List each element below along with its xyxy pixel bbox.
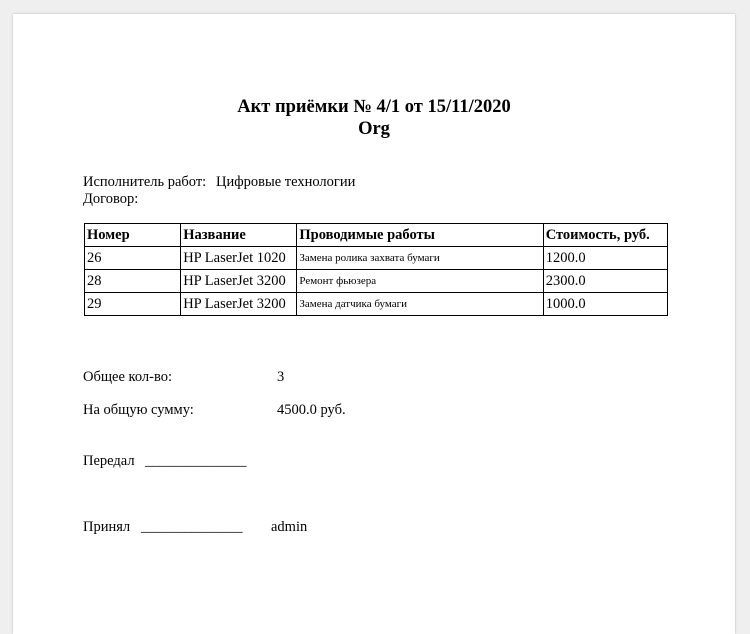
- cell-cost: 1000.0: [543, 293, 667, 316]
- total-count-label: Общее кол-во:: [83, 369, 172, 385]
- cell-number: 26: [85, 247, 181, 270]
- cell-name: HP LaserJet 1020: [181, 247, 297, 270]
- accepted-name: admin: [271, 519, 308, 535]
- table-row: [85, 247, 668, 270]
- document-title: Акт приёмки № 4/1 от 15/11/2020: [237, 97, 511, 117]
- accepted-label: Принял: [83, 519, 131, 535]
- handed-signature-line: ______________: [145, 453, 247, 469]
- contract-label: Договор:: [83, 191, 139, 207]
- column-header-number: Номер: [85, 224, 181, 247]
- total-sum-value: 4500.0 руб.: [277, 402, 346, 418]
- cell-name: HP LaserJet 3200: [181, 270, 297, 293]
- accepted-signature-line: ______________: [141, 519, 243, 535]
- table-header-row: [85, 224, 668, 247]
- cell-cost: 1200.0: [543, 247, 667, 270]
- cell-work: Замена датчика бумаги: [297, 293, 543, 316]
- table-row: [85, 270, 668, 293]
- cell-number: 28: [85, 270, 181, 293]
- table-row: [85, 293, 668, 316]
- cell-name: HP LaserJet 3200: [181, 293, 297, 316]
- column-header-cost: Стоимость, руб.: [543, 224, 667, 247]
- cell-work: Ремонт фьюзера: [297, 270, 543, 293]
- executor-value: Цифровые технологии: [216, 174, 356, 190]
- handed-label: Передал: [83, 453, 135, 469]
- cell-cost: 2300.0: [543, 270, 667, 293]
- cell-number: 29: [85, 293, 181, 316]
- document-page: [13, 14, 735, 634]
- total-count-value: 3: [277, 369, 285, 385]
- executor-label: Исполнитель работ:: [83, 174, 207, 190]
- total-sum-label: На общую сумму:: [83, 402, 194, 418]
- column-header-name: Название: [181, 224, 297, 247]
- cell-work: Замена ролика захвата бумаги: [297, 247, 543, 270]
- works-table: [84, 223, 668, 316]
- column-header-work: Проводимые работы: [297, 224, 543, 247]
- organization-name: Org: [358, 119, 390, 139]
